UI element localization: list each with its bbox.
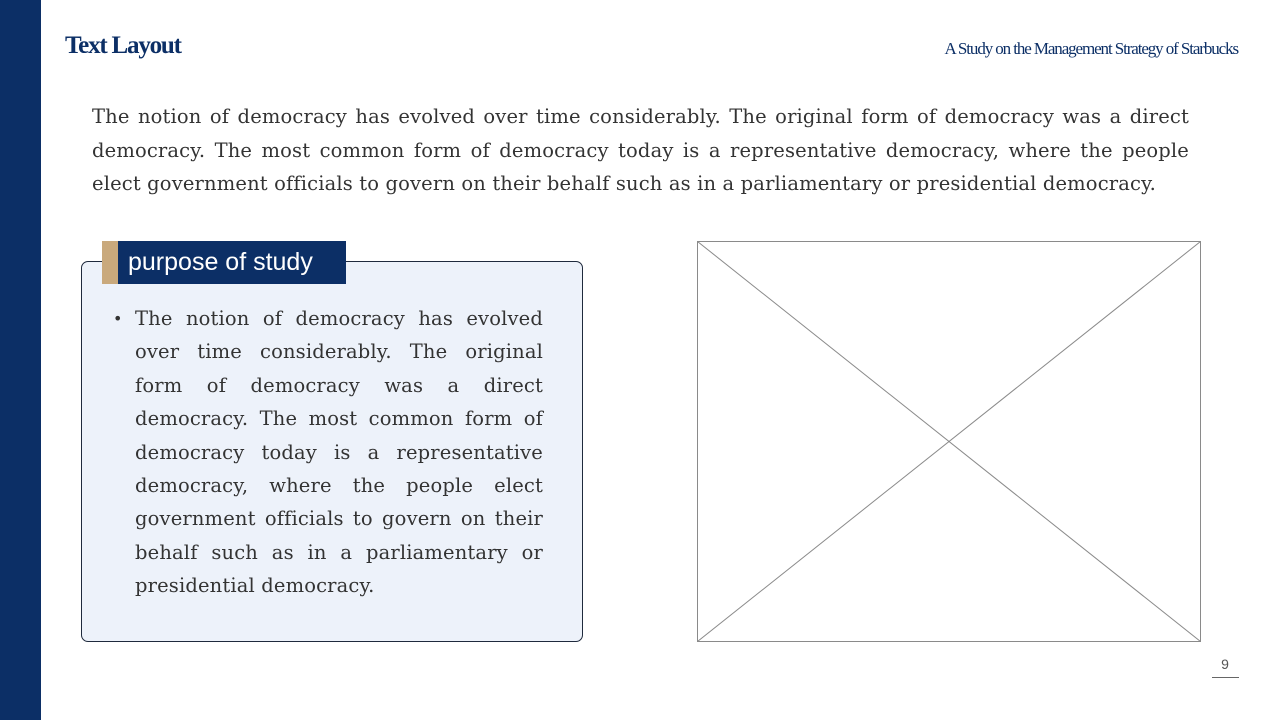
purpose-bullet-text: The notion of democracy has evolved over time considerably. The original form of democracy was a direct democracy. The most common form of democracy today is a representative democracy, where the people elect government officials to govern on their behalf such as in a parliamentary or presidential democracy. — [135, 307, 543, 598]
study-title: A Study on the Management Strategy of Starbucks — [944, 39, 1238, 58]
bullet-icon: • — [113, 309, 123, 328]
page-number-underline — [1212, 677, 1239, 678]
intro-paragraph: The notion of democracy has evolved over time considerably. The original form of democracy was a direct democracy. The most common form of democracy today is a representative democracy, where the people elect government officials to govern on their behalf such as in a parliamentary or presidential democracy. — [92, 105, 1189, 195]
left-sidebar-band — [0, 0, 41, 720]
slide-title: Text Layout — [65, 32, 181, 59]
page-number: 9 — [1221, 656, 1229, 672]
purpose-tab-accent — [102, 241, 118, 284]
purpose-bullet-list — [113, 302, 543, 603]
purpose-tab-label: purpose of study — [118, 241, 346, 284]
image-placeholder-icon — [697, 241, 1201, 642]
purpose-bullet-item — [113, 302, 543, 603]
